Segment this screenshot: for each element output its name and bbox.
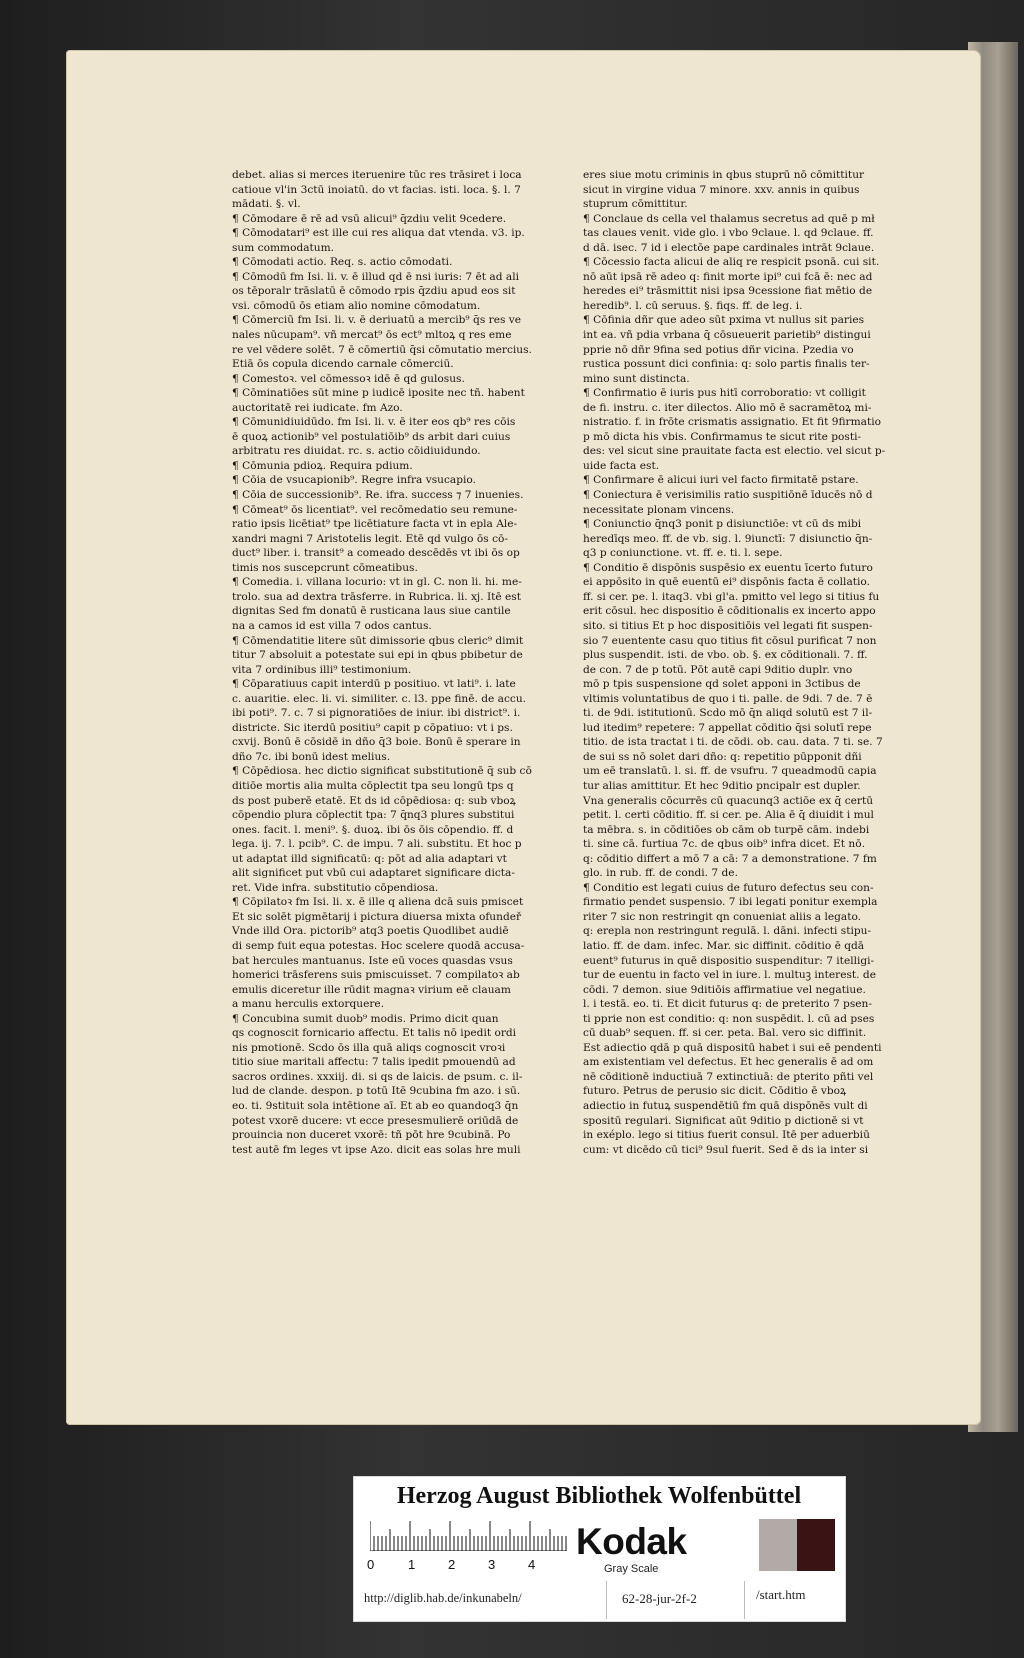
ruler-number: 1 <box>408 1557 416 1572</box>
shelfmark-text: 62-28-jur-2f-2 <box>622 1591 697 1606</box>
left-text-column <box>232 168 584 1338</box>
divider <box>744 1581 745 1619</box>
ruler-number: 4 <box>528 1557 536 1572</box>
dark-swatch <box>797 1519 835 1571</box>
ruler-number: 3 <box>488 1557 496 1572</box>
right-text-column <box>583 168 935 1338</box>
color-calibration-target <box>353 1476 846 1622</box>
start-link-text: /start.htm <box>756 1587 806 1602</box>
kodak-logo: Kodak <box>576 1521 687 1562</box>
divider <box>606 1581 607 1619</box>
ruler-number: 0 <box>367 1557 375 1572</box>
library-title: Herzog August Bibliothek Wolfenbüttel <box>396 1483 802 1509</box>
right-column-text: eres siue motu criminis in qbus stuprū nō cōmittitur sicut in virgine vidua 7 minore. xxv. annis in quibus stuprum cōmittitur. ¶ Conclaue ds cella vel thalamus secretus ad quē p mł tas claues venit. vide glo. i vbo 9claue. l. qd 9claue. ff. d dā. isec. 7 id i electōe pape cardinales intrāt 9claue. ¶ Cōcessio facta alicui de aliq re respicit psonā. cui sit. nō aūt ipsā rē adeo q: finit morte ipi⁹ cui fcā ē: nec ad heredes ei⁹ trāsmittit nisi ipsa 9cessione fiat mētio de heredib⁹. l. cū seruus. §. fiqs. ff. de leg. i. ¶ Cōfinia dñr que adeo sūt pxima vt nullus sit paries int ea. vñ pdia vrbana q̄ cōsueuerit parietib⁹ distingui pprie nō dñr 9fina sed potius dñr vicina. Pzedia vo rustica possunt dici confinia: q: solo partis finalis ter- mino sunt distincta. ¶ Confirmatio ē iuris pus hitī corroboratio: vt colligit de fi. instru. c. iter dilectos. Alio mō ē sacramētoꝝ mi- nistratio. f. in frōte crismatis assignatio. Et fit 9firmatio p mō dicta his vbis. Confirmamus te sicut rite posti- des: vel sicut sine prauitate facta est electio. vel sicut p- uide facta est. ¶ Confirmare ē alicui iuri vel facto firmitatē pstare. ¶ Coniectura ē verisimilis ratio suspitiōnē īducēs nō d necessitate plonam vincens. ¶ Coniunctio q̄nq3 ponit p disiunctiōe: vt cū ds mibi heredīqs meo. ff. de vb. sig. l. 9iunctī: 7 disiunctio q̄n- q3 p coniunctione. vt. ff. e. ti. l. sepe. ¶ Conditio ē dispōnis suspēsio ex euentu īcerto futuro ei appōsito in quē euentū ei⁹ dispōnis facta ē collatio. ff. si cer. pe. l. itaq3. vbi gl'a. pmitto vel lego si titius fu erit cōsul. hec dispositio ē cōditionalis ex incerto appo sito. si titius Et p hoc dispositiōis vel legati fit suspen- sio 7 euentente casu quo titius fit cōsul purificat 7 non plus suspendit. isti. de vbo. ob. §. ex cōditionali. 7. ff. de con. 7 de p totū. Pōt autē capi 9ditio duplr. vno mō p tpis suspensione qd solet apponi in 3ctibus de vltimis voluntatibus de quo i ti. palle. de 9di. 7 de. 7 ē ti. de 9di. istitutionū. Scdo mō q̄n aliqd solutū est 7 il- lud itedim⁹ repetere: 7 appellat cōditio q̄si solutī repe titio. de ista tractat i ti. de cōdi. ob. cau. data. 7 ti. se. 7 de sui ss nō solet dari dño: q: repetitio pūpponit dñi um eē translatū. l. si. ff. de vsufru. 7 queadmodū capia tur alias amittitur. Et hec 9ditio pncipalr est dupler. Vna generalis cōcurrēs cū quacunq3 actiōe ex q̄ certū petit. l. certi cōditio. ff. si cer. pe. Alia ē q̄ diuidit i mul ta mēbra. s. in cōditiōes ob cām ob turpē cām. indebi ti. sine cā. furtiua 7c. de qbus oib⁹ infra dicet. Et nō. q: cōditio differt a mō 7 a cā: 7 a demonstratione. 7 fm glo. in rub. ff. de condi. 7 de. ¶ Conditio est legati cuius de futuro defectus seu con- firmatio pendet suspensio. 7 ibi legati ponitur exempla riter 7 sic non restringit qn conueniat aliis a legato. q: erepla non restringunt regulā. l. dāni. infecti stipu- latio. ff. de dam. infec. Mar. sic diffinit. cōditio ē qdā euent⁹ futurus in quē dispositio suspenditur: 7 itelligi- tur de euentu in facto vel in iure. l. multuꝫ interest. de cōdi. 7 demon. siue 9ditiōis affirmatiue vel negatiue. l. i testā. eo. ti. Et dicit futurus q: de preterito 7 psen- ti pprie non est conditio: q: non suspēdit. l. cū ad pses cū duab⁹ sequen. ff. si cer. peta. Bal. vero sic diffinit. Est adiectio qdā p quā dispositū habet i sui eē pendenti am existentiam vel defectus. Et hec generalis ē ad om nē cōditionē inductiuā 7 extinctiuā: de pterito pñti vel futuro. Petrus de perusio sic dicit. Cōditio ē vboꝝ adiectio in futuꝝ suspendētiū fm quā dispōnēs vult di spositū regulari. Significat aūt 9ditio p dictionē si vt in exéplo. lego si titius fuerit consul. Itē per aduerbiū cum: vt dicēdo cū tici⁹ 9sul fuerit. Sed ē ds ia inter si <box>583 169 886 1156</box>
left-column-text: debet. alias si merces iteruenire tūc res trāsiret i loca catioue vl'in 3ctū inoiatū. do vt facias. isti. loca. §. l. 7 mādati. §. vl. ¶ Cōmodare ē rē ad vsū alicui⁹ q̄zdiu velit 9cedere. ¶ Cōmodatari⁹ est ille cui res aliqua dat vtenda. v3. ip. sum commodatum. ¶ Cōmodati actio. Req. s. actio cōmodati. ¶ Cōmodū fm Isi. li. v. ē illud qd ē nsi iuris: 7 ēt ad ali os tēporalr trāslatū ē cōmodo rpis q̄zdiu apud eos sit vsi. cōmodū ōs etiam alio nomine cōmodatum. ¶ Cōmerciū fm Isi. li. v. ē deriuatū a mercib⁹ q̄s res ve nales nūcupam⁹. vñ mercat⁹ ōs ect⁹ mltoꝝ q res eme re vel vēdere solēt. 7 ē cōmertiū q̄si cōmutatio mercius. Etiā ōs copula dicendo carnale cōmerciū. ¶ Comestoꝛ. vel cōmessoꝛ idē ē qd gulosus. ¶ Cōminatiōes sūt mine p iudicē iposite nec tñ. habent auctoritatē rei iudicate. fm Azo. ¶ Cōmunidiuidūdo. fm Isi. li. v. ē iter eos qb⁹ res cōis ē quoꝝ actionib⁹ vel postulatiōib⁹ ds arbit dari cuius arbitratu res diuidat. rc. s. actio cōidiuidundo. ¶ Cōmunia pdioꝝ. Requira pdium. ¶ Cōia de vsucapionib⁹. Regre infra vsucapio. ¶ Cōia de successionib⁹. Re. ifra. success ⁊ 7 inuenies. ¶ Cōmeat⁹ ōs licentiat⁹. vel recōmedatio seu remune- ratio ipsis licētiat⁹ tpe licētiature facta vt in epla Ale- xandri magni 7 Aristotelis legit. Etē qd vulgo ōs cō- duct⁹ liber. i. transit⁹ a comeado descēdēs vt ibi ōs op timis nos suscepcrunt cōmeatibus. ¶ Comedia. i. villana locurio: vt in gl. C. non li. hi. me- trolo. sua ad dextra trāsferre. in Rubrica. li. xj. Itē est dignitas Sed fm donatū ē rusticana laus siue cantile na a camos id est villa 7 odos cantus. ¶ Cōmendatitie litere sūt dimissorie qbus cleric⁹ dimit titur 7 absoluit a potestate sui epi in qbus pbibetur de vita 7 ordinibus illi⁹ testimonium. ¶ Cōparatiuus capit interdū p positiuo. vt lati⁹. i. late c. auaritie. elec. li. vi. similiter. c. l3. ppe finē. de accu. ibi poti⁹. 7. c. 7 si pignoratiōes de iniur. ibi district⁹. i. districte. Sic iterdū positiu⁹ capit p cōpatiuo: vt i ps. cxvij. Bonū ē cōsidē in dño q̄3 boie. Bonū ē sperare in dño 7c. ibi bonū idest melius. ¶ Cōpēdiosa. hec dictio significat substitutionē q̄ sub cō ditiōe mortis alia multa cōplectit tpa seu longū tps q ds post puberē etatē. Et ds id cōpēdiosa: q: sub vboꝝ cōpendio plura cōplectit tpa: 7 q̄nq3 plures substitui ones. facit. l. meni⁹. §. duoꝝ. ibi ōs ōis cōpendio. ff. d lega. ij. 7. l. pcib⁹. C. de impu. 7 ali. substitu. Et hoc p ut adaptat illd significatū: q: pōt ad alia adaptari vt alit significet put vbū cui adaptaret significare dicta- ret. Vide infra. substitutio cōpendiosa. ¶ Cōpilatoꝛ fm Isi. li. x. ē ille q aliena dcā suis pmiscet Et sic solēt pigmētarij i pictura diuersa mixta ofundeř Vnde illd Ora. pictorib⁹ atq3 poetis Quodlibet audiē di semp fuit equa potestas. Hoc scelere quodā accusa- bat hercules mantuanus. Iste eū voces quasdas vsus homerici trāsferens suis pmiscuisset. 7 compilatoꝛ ab emulis diceretur ille rūdit magnaꝛ virium eē clauam a manu herculis extorquere. ¶ Concubina sumit duob⁹ modis. Primo dicit quan qs cognoscit fornicario affectu. Et talis nō ipedit ordi nis pmotionē. Scdo ōs illa quā aliqs cognoscit vroꝛi titio siue maritali affectu: 7 talis ipedit pmouendū ad sacros ordines. xxxiij. di. si qs de laicis. de psum. c. il- lud de clande. despon. p totū Itē 9cubina fm azo. i sū. eo. ti. 9stituit sola intētione aī. Et ab eo quandoq3 q̄n potest vxorē ducere: vt ecce presesmulierē oriūdā de prouincia non duceret vxorē: tñ pōt hre 9cubinā. Po test autē fm leges vt ipse Azo. dicit eas solas hre muli <box>232 169 532 1156</box>
ruler-numbers <box>367 1557 580 1573</box>
gray-swatch <box>759 1519 797 1571</box>
ruler-scale <box>370 1521 567 1551</box>
ruler-number: 2 <box>448 1557 456 1572</box>
gray-scale-label: Gray Scale <box>604 1563 659 1575</box>
url-text: http://diglib.hab.de/inkunabeln/ <box>364 1591 522 1605</box>
